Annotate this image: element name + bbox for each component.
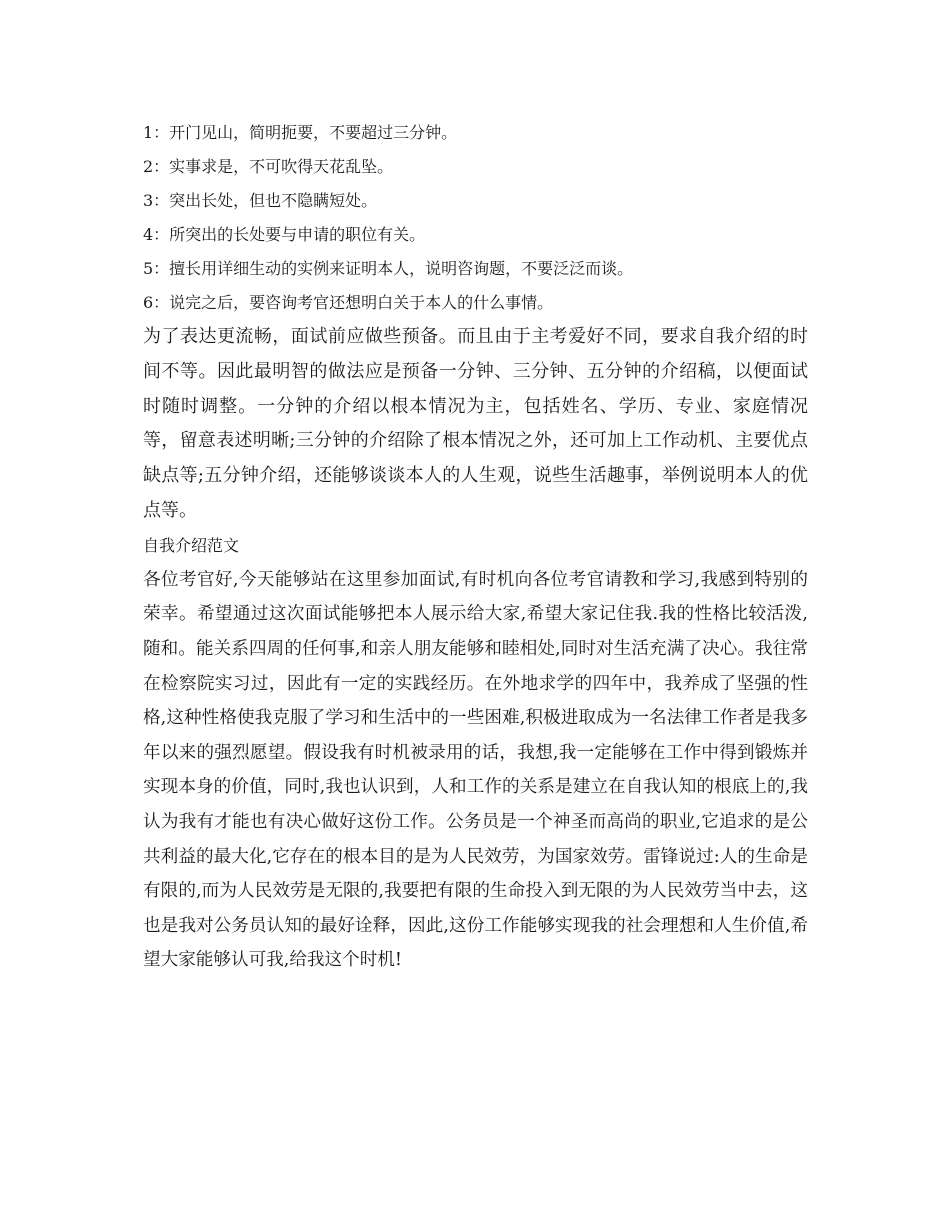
intro-paragraph: 为了表达更流畅，面试前应做些预备。而且由于主考爱好不同，要求自我介绍的时间不等。因此最明智的做法应是预备一分钟、三分钟、五分钟的介绍稿，以便面试时随时调整。一分钟的介绍以根本情况为主，包括姓名、学历、专业、家庭情况等，留意表述明晰;三分钟的介绍除了根本情况之外，还可加上工作动机、主要优点缺点等;五分钟介绍，还能够谈谈本人的人生观，说些生活趣事，举例说明本人的优点等。 bbox=[143, 326, 808, 521]
tip-item-5: 5：擅长用详细生动的实例来证明本人，说明咨询题，不要泛泛而谈。 bbox=[143, 259, 634, 278]
sample-heading: 自我介绍范文 bbox=[143, 535, 240, 555]
document-body bbox=[143, 116, 808, 978]
sample-paragraph: 各位考官好,今天能够站在这里参加面试,有时机向各位考官请教和学习,我感到特别的荣幸。希望通过这次面试能够把本人展示给大家,希望大家记住我.我的性格比较活泼,随和。能关系四周的任何事,和亲人朋友能够和睦相处,同时对生活充满了决心。我往常在检察院实习过，因此有一定的实践经历。在外地求学的四年中，我养成了坚强的性格,这种性格使我克服了学习和生活中的一些困难,积极进取成为一名法律工作者是我多年以来的强烈愿望。假设我有时机被录用的话，我想,我一定能够在工作中得到锻炼并实现本身的价值，同时,我也认识到，人和工作的关系是建立在自我认知的根底上的,我认为我有才能也有决心做好这份工作。公务员是一个神圣而高尚的职业,它追求的是公共利益的最大化,它存在的根本目的是为人民效劳，为国家效劳。雷锋说过:人的生命是有限的,而为人民效劳是无限的,我要把有限的生命投入到无限的为人民效劳当中去，这也是我对公务员认知的最好诠释，因此,这份工作能够实现我的社会理想和人生价值,希望大家能够认可我,给我这个时机! bbox=[143, 569, 808, 971]
tip-item-4: 4：所突出的长处要与申请的职位有关。 bbox=[143, 225, 426, 244]
tip-item-1: 1：开门见山，简明扼要，不要超过三分钟。 bbox=[143, 123, 458, 142]
tip-item-3: 3：突出长处，但也不隐瞒短处。 bbox=[143, 191, 378, 210]
tip-item-2: 2：实事求是，不可吹得天花乱坠。 bbox=[143, 157, 394, 176]
tip-item-6: 6：说完之后，要咨询考官还想明白关于本人的什么事情。 bbox=[143, 293, 554, 312]
